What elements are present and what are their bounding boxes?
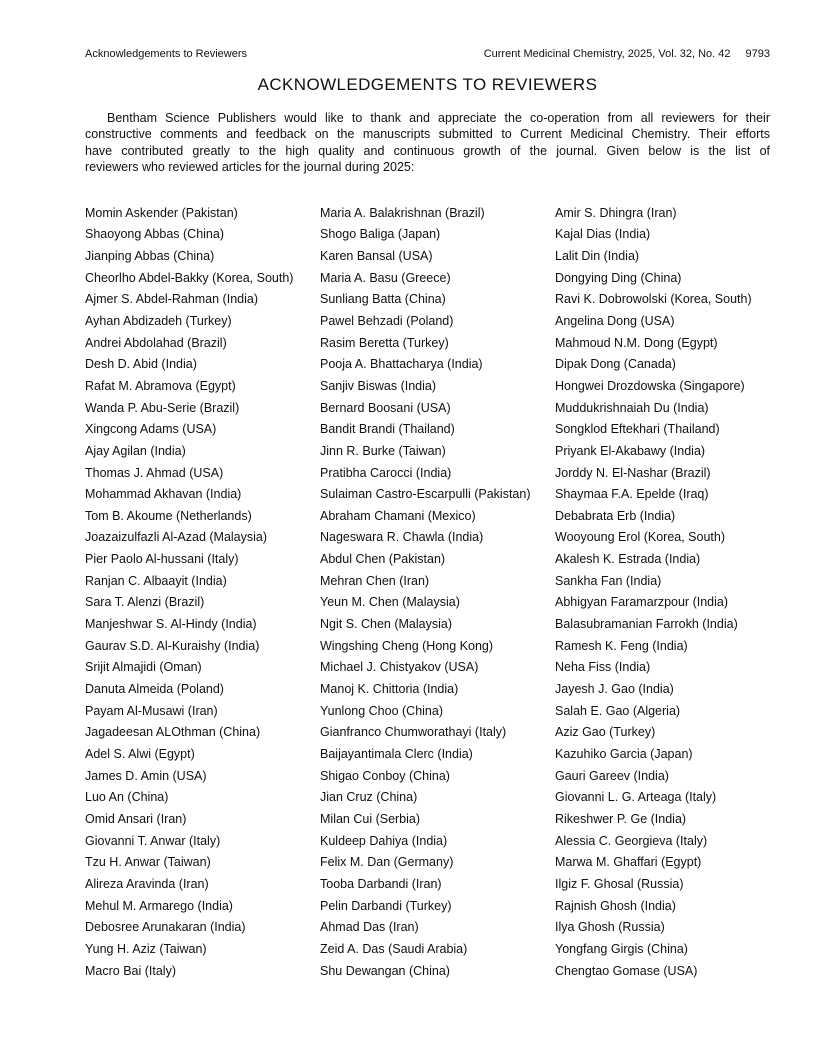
reviewer-entry: Payam Al-Musawi (Iran) [85, 703, 218, 718]
reviewer-entry: Gauri Gareev (India) [555, 768, 669, 783]
reviewer-entry: Debosree Arunakaran (India) [85, 920, 246, 935]
reviewer-entry: Shu Dewangan (China) [320, 963, 450, 978]
reviewer-entry: Thomas J. Ahmad (USA) [85, 465, 224, 480]
reviewer-entry: Sanjiv Biswas (India) [320, 378, 437, 393]
intro-line: have contributed greatly to the high quality and continuous growth of the journal. Given below is the list of [85, 143, 770, 158]
reviewer-entry: Alessia C. Georgieva (Italy) [555, 833, 708, 848]
reviewer-entry: Srijit Almajidi (Oman) [85, 660, 202, 675]
reviewer-entry: Desh D. Abid (India) [85, 357, 197, 372]
reviewer-list [85, 203, 770, 983]
reviewer-entry: Gaurav S.D. Al-Kuraishy (India) [85, 638, 260, 653]
reviewer-entry: Ranjan C. Albaayit (India) [85, 573, 227, 588]
reviewer-entry: Andrei Abdolahad (Brazil) [85, 335, 227, 350]
reviewer-entry: Sunliang Batta (China) [320, 292, 446, 307]
reviewer-entry: Sara T. Alenzi (Brazil) [85, 595, 205, 610]
reviewer-entry: Lalit Din (India) [555, 248, 640, 263]
reviewer-entry: Abdul Chen (Pakistan) [320, 552, 446, 567]
reviewer-entry: Jinn R. Burke (Taiwan) [320, 443, 446, 458]
reviewer-entry: Mehran Chen (Iran) [320, 573, 430, 588]
reviewer-entry: Tom B. Akoume (Netherlands) [85, 508, 252, 523]
reviewer-entry: Ilya Ghosh (Russia) [555, 920, 665, 935]
reviewer-entry: Xingcong Adams (USA) [85, 422, 217, 437]
reviewer-entry: Yung H. Aziz (Taiwan) [85, 941, 207, 956]
reviewer-entry: Tooba Darbandi (Iran) [320, 876, 442, 891]
reviewer-entry: Marwa M. Ghaffari (Egypt) [555, 855, 702, 870]
reviewer-entry: Rikeshwer P. Ge (India) [555, 812, 687, 826]
reviewer-entry: Jorddy N. El-Nashar (Brazil) [555, 465, 711, 480]
reviewer-entry: Jianping Abbas (China) [85, 248, 215, 263]
intro-line: Bentham Science Publishers would like to thank and appreciate the co-operation from all reviewers for their [107, 111, 770, 125]
reviewer-entry: Hongwei Drozdowska (Singapore) [555, 378, 745, 393]
reviewer-entry: Shigao Conboy (China) [320, 768, 450, 783]
reviewer-entry: Pawel Behzadi (Poland) [320, 313, 454, 328]
reviewer-entry: Giovanni T. Anwar (Italy) [85, 833, 221, 848]
reviewer-entry: Ayhan Abdizadeh (Turkey) [85, 313, 232, 328]
reviewer-entry: Muddukrishnaiah Du (India) [555, 400, 709, 415]
reviewer-column-2 [320, 203, 555, 983]
reviewer-entry: Pelin Darbandi (Turkey) [320, 898, 452, 913]
reviewer-entry: Momin Askender (Pakistan) [85, 205, 238, 220]
page-title: ACKNOWLEDGEMENTS TO REVIEWERS [257, 75, 598, 94]
reviewer-entry: Balasubramanian Farrokh (India) [555, 617, 738, 632]
reviewer-entry: Michael J. Chistyakov (USA) [320, 660, 479, 675]
reviewer-entry: Ilgiz F. Ghosal (Russia) [555, 876, 684, 891]
reviewer-entry: Felix M. Dan (Germany) [320, 855, 454, 870]
reviewer-entry: Shaymaa F.A. Epelde (Iraq) [555, 487, 709, 502]
reviewer-entry: Mehul M. Armarego (India) [85, 898, 233, 913]
reviewer-entry: Akalesh K. Estrada (India) [555, 552, 701, 567]
reviewer-entry: Joazaizulfazli Al-Azad (Malaysia) [85, 530, 268, 545]
reviewer-entry: Luo An (China) [85, 790, 169, 805]
reviewer-entry: Alireza Aravinda (Iran) [85, 876, 209, 891]
journal-info: Current Medicinal Chemistry, 2025, Vol. 32, No. 42 [483, 48, 731, 60]
running-title: Acknowledgements to Reviewers [85, 48, 248, 60]
reviewer-entry: Rafat M. Abramova (Egypt) [85, 378, 236, 393]
reviewer-entry: James D. Amin (USA) [85, 768, 207, 783]
reviewer-entry: Aziz Gao (Turkey) [555, 725, 656, 740]
reviewer-entry: Jayesh J. Gao (India) [555, 682, 674, 697]
reviewer-entry: Kazuhiko Garcia (Japan) [555, 747, 693, 762]
running-header [85, 48, 770, 60]
reviewer-entry: Danuta Almeida (Poland) [85, 682, 224, 697]
reviewer-entry: Songklod Eftekhari (Thailand) [555, 422, 720, 437]
reviewer-entry: Abraham Chamani (Mexico) [320, 508, 476, 523]
reviewer-entry: Ngit S. Chen (Malaysia) [320, 617, 452, 632]
reviewer-entry: Manjeshwar S. Al-Hindy (India) [85, 617, 257, 632]
reviewer-entry: Omid Ansari (Iran) [85, 812, 187, 826]
reviewer-entry: Sankha Fan (India) [555, 573, 662, 588]
reviewer-entry: Karen Bansal (USA) [320, 248, 433, 263]
intro-paragraph [85, 110, 770, 176]
intro-line: reviewers who reviewed articles for the journal during 2025: [85, 160, 415, 175]
reviewer-entry: Milan Cui (Serbia) [320, 812, 421, 826]
reviewer-entry: Ajmer S. Abdel-Rahman (India) [85, 292, 258, 307]
reviewer-entry: Kuldeep Dahiya (India) [320, 833, 448, 848]
reviewer-column-3 [555, 203, 770, 983]
reviewer-entry: Baijayantimala Clerc (India) [320, 747, 473, 762]
reviewer-entry: Cheorlho Abdel-Bakky (Korea, South) [85, 270, 294, 285]
reviewer-entry: Shaoyong Abbas (China) [85, 227, 224, 242]
reviewer-entry: Ajay Agilan (India) [85, 443, 186, 458]
reviewer-entry: Ramesh K. Feng (India) [555, 638, 688, 653]
reviewer-entry: Abhigyan Faramarzpour (India) [555, 595, 728, 610]
reviewer-entry: Wanda P. Abu-Serie (Brazil) [85, 400, 240, 415]
reviewer-entry: Ravi K. Dobrowolski (Korea, South) [555, 292, 752, 307]
reviewer-entry: Pooja A. Bhattacharya (India) [320, 357, 483, 372]
reviewer-entry: Maria A. Balakrishnan (Brazil) [320, 205, 485, 220]
reviewer-entry: Salah E. Gao (Algeria) [555, 703, 681, 718]
intro-line: constructive comments and feedback on the manuscripts submitted to Current Medicinal Chemistry. Their efforts [85, 127, 770, 142]
reviewer-entry: Priyank El-Akabawy (India) [555, 443, 706, 458]
reviewer-entry: Debabrata Erb (India) [555, 508, 676, 523]
reviewer-entry: Rajnish Ghosh (India) [555, 898, 676, 913]
reviewer-entry: Bernard Boosani (USA) [320, 400, 451, 415]
reviewer-entry: Dongying Ding (China) [555, 270, 682, 285]
reviewer-entry: Yunlong Choo (China) [320, 703, 443, 718]
reviewer-entry: Jagadeesan ALOthman (China) [85, 725, 261, 740]
reviewer-entry: Tzu H. Anwar (Taiwan) [85, 855, 211, 870]
reviewer-entry: Nageswara R. Chawla (India) [320, 530, 484, 545]
reviewer-entry: Maria A. Basu (Greece) [320, 270, 451, 285]
reviewer-entry: Adel S. Alwi (Egypt) [85, 747, 195, 762]
reviewer-entry: Yongfang Girgis (China) [555, 941, 688, 956]
reviewer-entry: Bandit Brandi (Thailand) [320, 422, 455, 437]
reviewer-entry: Rasim Beretta (Turkey) [320, 335, 449, 350]
reviewer-entry: Giovanni L. G. Arteaga (Italy) [555, 790, 717, 805]
reviewer-entry: Pier Paolo Al-hussani (Italy) [85, 552, 239, 567]
reviewer-entry: Zeid A. Das (Saudi Arabia) [320, 941, 468, 956]
reviewer-entry: Shogo Baliga (Japan) [320, 227, 441, 242]
reviewer-entry: Pratibha Carocci (India) [320, 465, 452, 480]
page-number: 9793 [745, 48, 770, 60]
journal-citation [484, 48, 770, 60]
reviewer-entry: Neha Fiss (India) [555, 660, 651, 675]
reviewer-entry: Kajal Dias (India) [555, 227, 651, 242]
reviewer-entry: Angelina Dong (USA) [555, 313, 675, 328]
reviewer-column-1 [85, 203, 320, 983]
reviewer-entry: Mohammad Akhavan (India) [85, 487, 242, 502]
reviewer-entry: Gianfranco Chumworathayi (Italy) [320, 725, 507, 740]
reviewer-entry: Manoj K. Chittoria (India) [320, 682, 459, 697]
reviewer-entry: Yeun M. Chen (Malaysia) [320, 595, 460, 610]
reviewer-entry: Wingshing Cheng (Hong Kong) [320, 638, 494, 653]
reviewer-entry: Mahmoud N.M. Dong (Egypt) [555, 335, 718, 350]
reviewer-entry: Wooyoung Erol (Korea, South) [555, 530, 726, 545]
reviewer-entry: Jian Cruz (China) [320, 790, 418, 805]
reviewer-entry: Sulaiman Castro-Escarpulli (Pakistan) [320, 487, 531, 502]
reviewer-entry: Amir S. Dhingra (Iran) [555, 205, 677, 220]
reviewer-entry: Ahmad Das (Iran) [320, 920, 419, 935]
reviewer-entry: Macro Bai (Italy) [85, 963, 176, 978]
reviewer-entry: Dipak Dong (Canada) [555, 357, 676, 372]
reviewer-entry: Chengtao Gomase (USA) [555, 963, 698, 978]
